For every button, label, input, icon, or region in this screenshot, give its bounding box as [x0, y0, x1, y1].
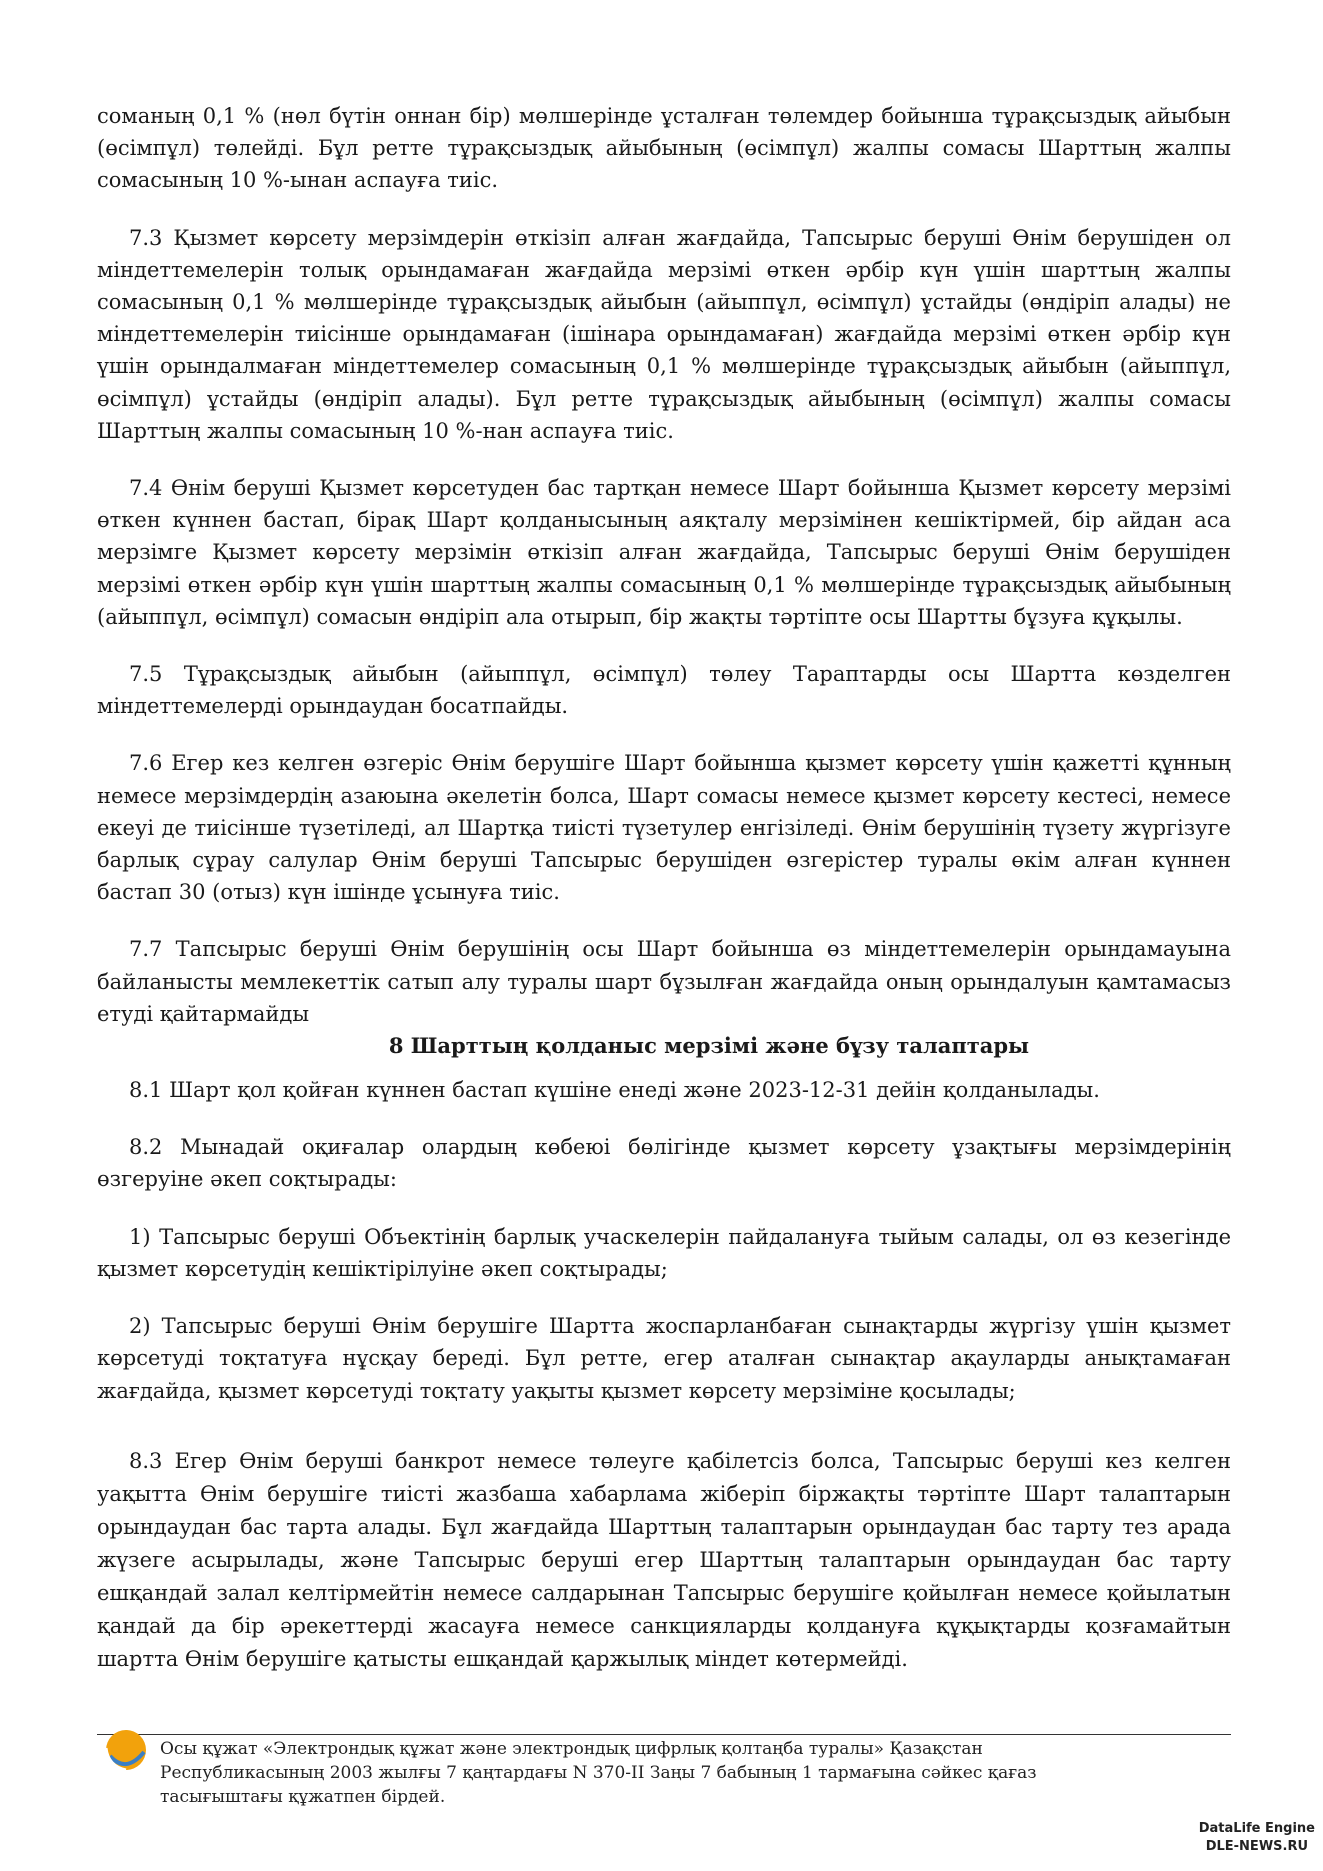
paragraph-7-6: 7.6 Егер кез келген өзгеріс Өнім берушіге Шарт бойынша қызмет көрсету үшін қажетті құнның немесе мерзімдердің азаюына әкелетін болса, Шарт сомасы немесе қызмет көрсету кестесі, немесе екеуі де тиісінше түзетіледі, ал Шартқа тиісті түзетулер енгізіледі. Өнім берушінің түзету жүргізуге барлық сұрау салулар Өнім беруші Тапсырыс берушіден өзгерістер туралы өкім алған күннен бастап 30 (отыз) күн ішінде ұсынуға тиіс. [97, 751, 1231, 905]
paragraph-8-1: 8.1 Шарт қол қойған күннен бастап күшіне енеді және 2023-12-31 дейін қолданылады. [129, 1078, 1100, 1103]
paragraph-8-2: 8.2 Мынадай оқиғалар олардың көбеюі бөлігінде қызмет көрсету ұзақтығы мерзімдерінің өзгеруіне әкеп соқтырады: [97, 1135, 1231, 1192]
paragraph-7-4: 7.4 Өнім беруші Қызмет көрсетуден бас тартқан немесе Шарт бойынша Қызмет көрсету мерзімі өткен күннен бастап, бірақ Шарт қолданысының аяқталу мерзімінен кешіктірмей, бір айдан аса мерзімге Қызмет көрсету мерзімін өткізіп алған жағдайда, Тапсырыс беруші Өнім берушіден мерзімі өткен әрбір күн үшін шарттың жалпы сомасының 0,1 % мөлшерінде тұрақсыздық айыбының (айыппұл, өсімпұл) сомасын өндіріп ала отырып, бір жақты тәртіпте осы Шартты бұзуға құқылы. [97, 476, 1231, 629]
paragraph-8-3: 8.3 Егер Өнім беруші банкрот немесе төлеуге қабілетсіз болса, Тапсырыс беруші кез келген уақытта Өнім берушіге тиісті жазбаша хабарлама жіберіп біржақты тәртіпте Шарт талаптарын орындаудан бас тарта алады. Бұл жағдайда Шарттың талаптарын орындаудан бас тарту тез арада жүзеге асырылады, және Тапсырыс беруші егер Шарттың талаптарын орындаудан бас тарту ешқандай залал келтірмейтін немесе салдарынан Тапсырыс берушіге қойылған немесе қойылатын қандай да бір әрекеттерді жасауға немесе санкцияларды қолдануға құқықтарды қозғамайтын шартта Өнім берушіге қатысты ешқандай қаржылық міндет көтермейді. [97, 1448, 1231, 1671]
watermark-site-name: DLE-NEWS.RU [1205, 1839, 1309, 1854]
paragraph-7-2-continuation: соманың 0,1 % (нөл бүтін оннан бір) мөлшерінде ұсталған төлемдер бойынша тұрақсыздық айыбын (өсімпұл) төлейді. Бұл ретте тұрақсыздық айыбының (өсімпұл) жалпы сомасы Шарттың жалпы сомасының 10 %-ынан аспауға тиіс. [97, 104, 1231, 193]
paragraph-7-3: 7.3 Қызмет көрсету мерзімдерін өткізіп алған жағдайда, Тапсырыс беруші Өнім берушіден ол міндеттемелерін толық орындамаған жағдайда мерзімі өткен әрбір күн үшін шарттың жалпы сомасының 0,1 % мөлшерінде тұрақсыздық айыбын (айыппұл, өсімпұл) ұстайды (өндіріп алады) не міндеттемелерін тиісінше орындамаған (ішінара орындамаған) жағдайда мерзімі өткен әрбір күн үшін орындалмаған міндеттемелер сомасының 0,1 % мөлшерінде тұрақсыздық айыбын (айыппұл, өсімпұл) ұстайды (өндіріп алады). Бұл ретте тұрақсыздық айыбының (өсімпұл) жалпы сомасы Шарттың жалпы сомасының 10 %-нан аспауға тиіс. [97, 225, 1231, 443]
paragraph-8-2-item-1: 1) Тапсырыс беруші Объектінің барлық учаскелерін пайдалануға тыйым салады, ол өз кезегінде қызмет көрсетудің кешіктірілуіне әкеп соқтырады; [97, 1224, 1231, 1281]
watermark-engine-name: DataLife Engine [1198, 1821, 1315, 1836]
footer-legal-note: Осы құжат «Электрондық құжат және электрондық цифрлық қолтаңба туралы» Қазақстан Республикасының 2003 жылғы 7 қаңтардағы N 370-II Заңы 7 бабының 1 тармағына сәйкес қағаз тасығыштағы құжатпен бірдей. [160, 1739, 1037, 1807]
footer-divider [97, 1734, 1231, 1735]
paragraph-8-2-item-2: 2) Тапсырыс беруші Өнім берушіге Шартта жоспарланбаған сынақтарды жүргізу үшін қызмет көрсетуді тоқтатуға нұсқау береді. Бұл ретте, егер аталған сынақтар ақауларды анықтамаған жағдайда, қызмет көрсетуді тоқтату уақыты қызмет көрсету мерзіміне қосылады; [97, 1314, 1231, 1403]
section-8-heading: 8 Шарттың қолданыс мерзімі және бұзу талаптары [388, 1033, 1030, 1059]
paragraph-7-7: 7.7 Тапсырыс беруші Өнім берушінің осы Шарт бойынша өз міндеттемелерін орындамауына байланысты мемлекеттік сатып алу туралы шарт бұзылған жағдайда оның орындалуын қамтамасыз етуді қайтармайды [97, 937, 1231, 1026]
paragraph-7-5: 7.5 Тұрақсыздық айыбын (айыппұл, өсімпұл) төлеу Тараптарды осы Шартта көзделген міндеттемелерді орындаудан босатпайды. [97, 662, 1231, 719]
site-watermark[interactable] [1199, 1820, 1315, 1856]
document-page [97, 100, 1231, 1676]
egov-logo-icon [98, 1722, 154, 1778]
